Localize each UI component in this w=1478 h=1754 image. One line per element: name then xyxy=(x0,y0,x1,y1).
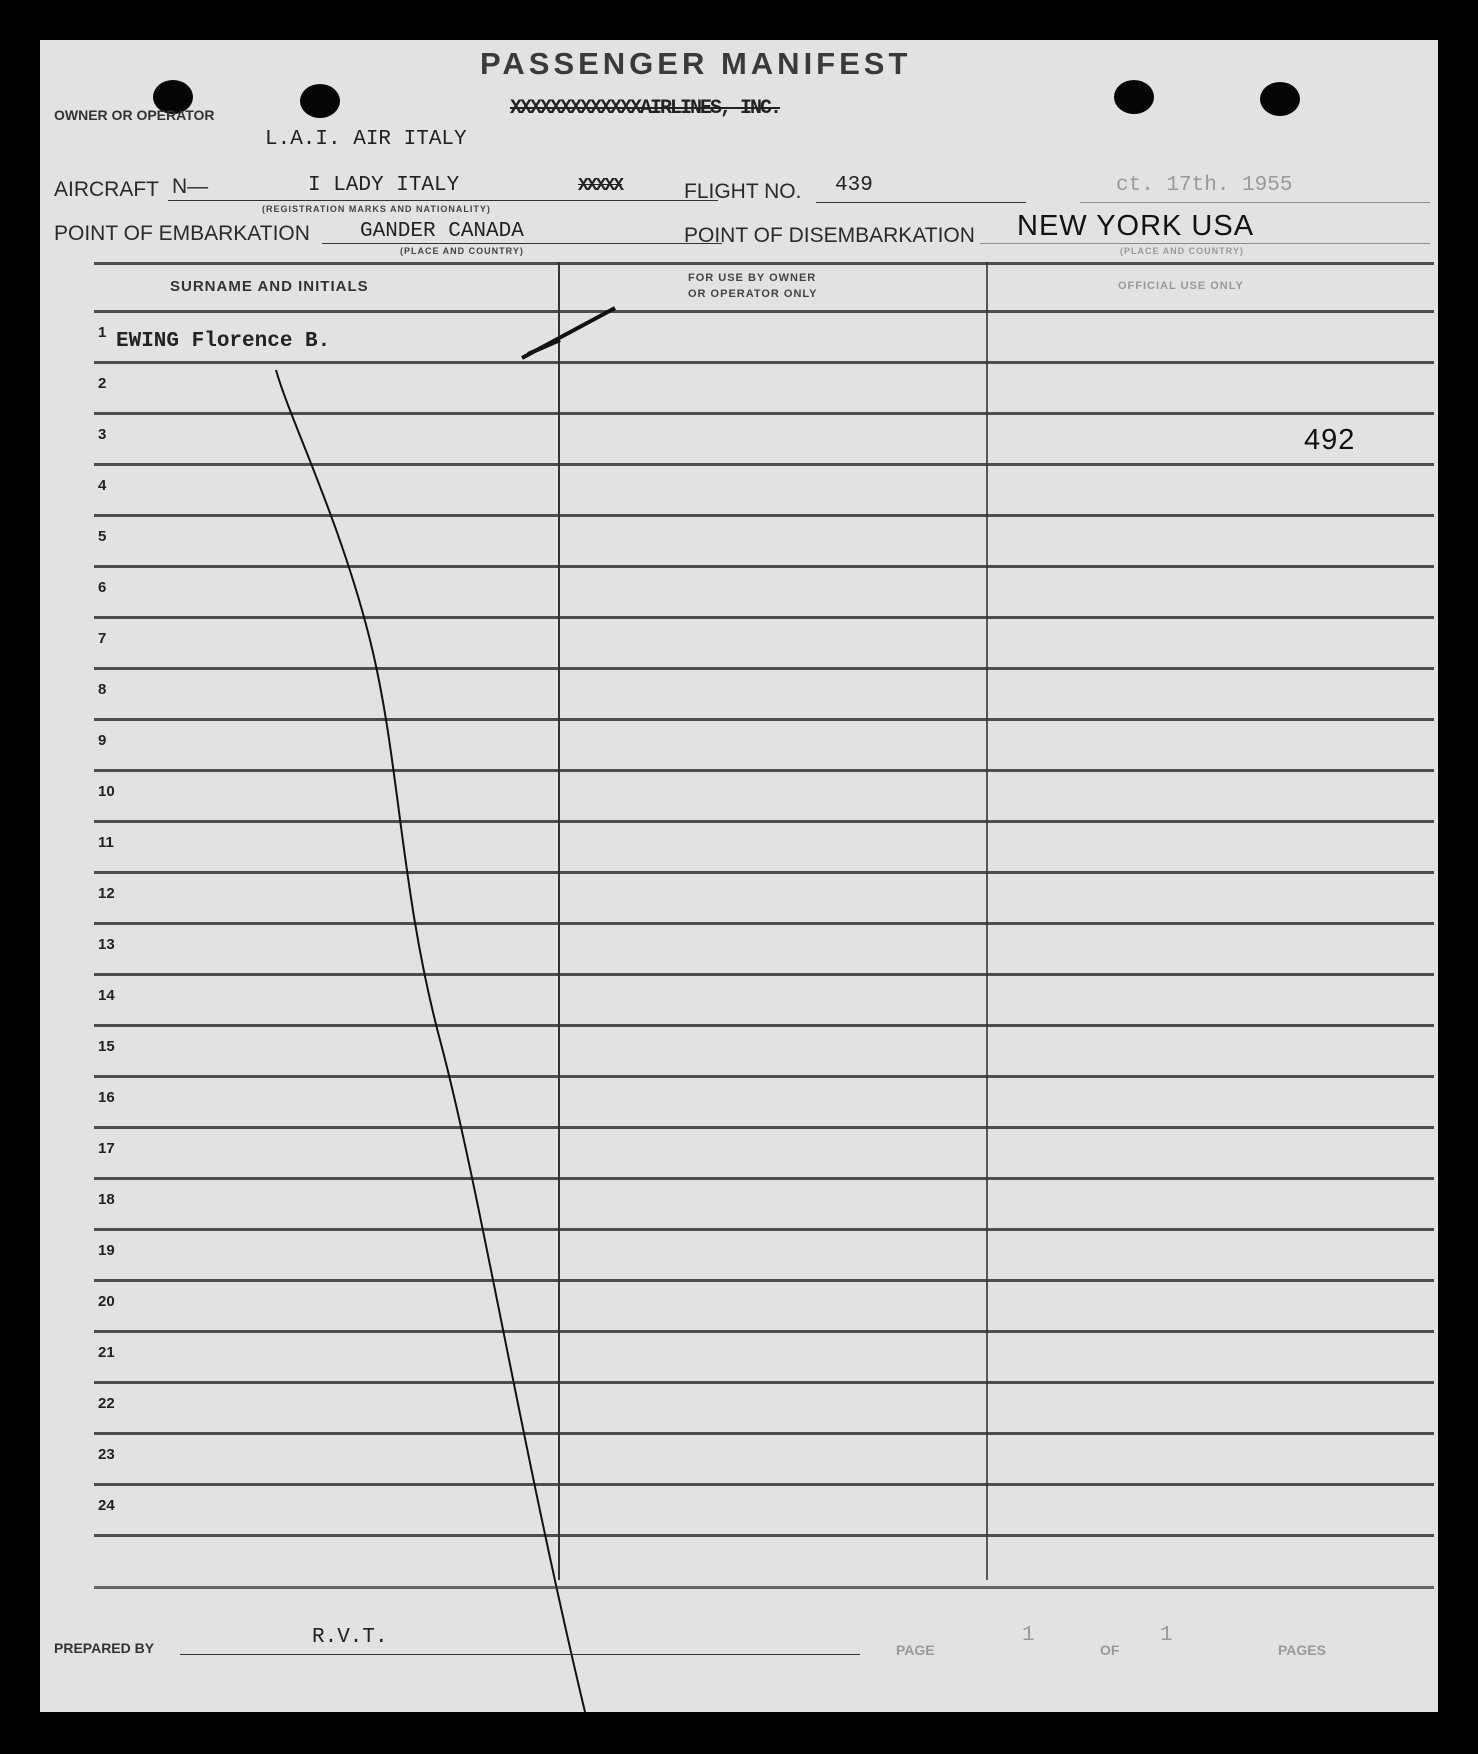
disembark-caption: (PLACE AND COUNTRY) xyxy=(1120,246,1244,256)
of-value: 1 xyxy=(1160,1624,1173,1647)
owner-struck-text: XXXXXXXXXXXXXAIRLINES, INC. xyxy=(510,97,781,120)
owner-value: L.A.I. AIR ITALY xyxy=(265,128,467,151)
pages-label: PAGES xyxy=(1278,1642,1326,1658)
row-number: 13 xyxy=(98,936,115,953)
row-number: 10 xyxy=(98,783,115,800)
disembark-value: NEW YORK USA xyxy=(1017,210,1255,242)
aircraft-struck-text: XXXXX xyxy=(578,176,623,196)
row-number: 7 xyxy=(98,630,107,647)
aircraft-value: I LADY ITALY xyxy=(308,174,460,197)
row-number: 14 xyxy=(98,987,115,1004)
row-number: 17 xyxy=(98,1140,115,1157)
check-mark xyxy=(522,308,615,358)
prepared-label: PREPARED BY xyxy=(54,1640,155,1656)
pen-marks xyxy=(40,40,1438,1712)
row-number: 19 xyxy=(98,1242,115,1259)
row-number: 12 xyxy=(98,885,115,902)
embark-label: POINT OF EMBARKATION xyxy=(54,222,310,245)
col-owner-use-header-1: FOR USE BY OWNER xyxy=(688,272,817,284)
row-number: 18 xyxy=(98,1191,115,1208)
footer-rule xyxy=(94,1586,1434,1589)
row-number: 1 xyxy=(98,324,107,341)
flight-value: 439 xyxy=(835,174,873,197)
of-label: OF xyxy=(1100,1642,1120,1658)
aircraft-label: AIRCRAFT xyxy=(54,178,159,201)
prepared-underline xyxy=(180,1654,860,1655)
aircraft-prefix: N— xyxy=(172,175,209,198)
row-number: 16 xyxy=(98,1089,115,1106)
owner-label: OWNER OR OPERATOR xyxy=(54,107,215,123)
row-number: 5 xyxy=(98,528,107,545)
embark-value: GANDER CANADA xyxy=(360,220,524,243)
row-number: 8 xyxy=(98,681,107,698)
disembark-label: POINT OF DISEMBARKATION xyxy=(684,224,975,247)
page-label: PAGE xyxy=(896,1642,935,1658)
ditto-line xyxy=(276,370,585,1712)
row-number: 15 xyxy=(98,1038,115,1055)
official-note: 492 xyxy=(1304,424,1356,456)
row-number: 4 xyxy=(98,477,107,494)
registration-caption: (REGISTRATION MARKS AND NATIONALITY) xyxy=(262,204,491,214)
row-number: 23 xyxy=(98,1446,115,1463)
flight-label: FLIGHT NO. xyxy=(684,180,802,203)
passenger-1-name: EWING Florence B. xyxy=(116,330,331,353)
row-number: 9 xyxy=(98,732,107,749)
row-number: 21 xyxy=(98,1344,115,1361)
col-official-header: OFFICIAL USE ONLY xyxy=(1118,280,1244,292)
page-value: 1 xyxy=(1022,1624,1035,1647)
row-number: 11 xyxy=(98,834,114,851)
manifest-page xyxy=(40,40,1438,1712)
prepared-value: R.V.T. xyxy=(312,1626,388,1649)
row-number: 20 xyxy=(98,1293,115,1310)
row-number: 2 xyxy=(98,375,107,392)
page-title: PASSENGER MANIFEST xyxy=(480,46,912,81)
embark-caption: (PLACE AND COUNTRY) xyxy=(400,246,524,256)
row-number: 22 xyxy=(98,1395,115,1412)
col-surname-header: SURNAME AND INITIALS xyxy=(170,278,369,295)
date-value: ct. 17th. 1955 xyxy=(1116,174,1293,197)
col-owner-use-header-2: OR OPERATOR ONLY xyxy=(688,288,818,300)
row-number: 6 xyxy=(98,579,107,596)
row-number: 3 xyxy=(98,426,107,443)
row-number: 24 xyxy=(98,1497,115,1514)
